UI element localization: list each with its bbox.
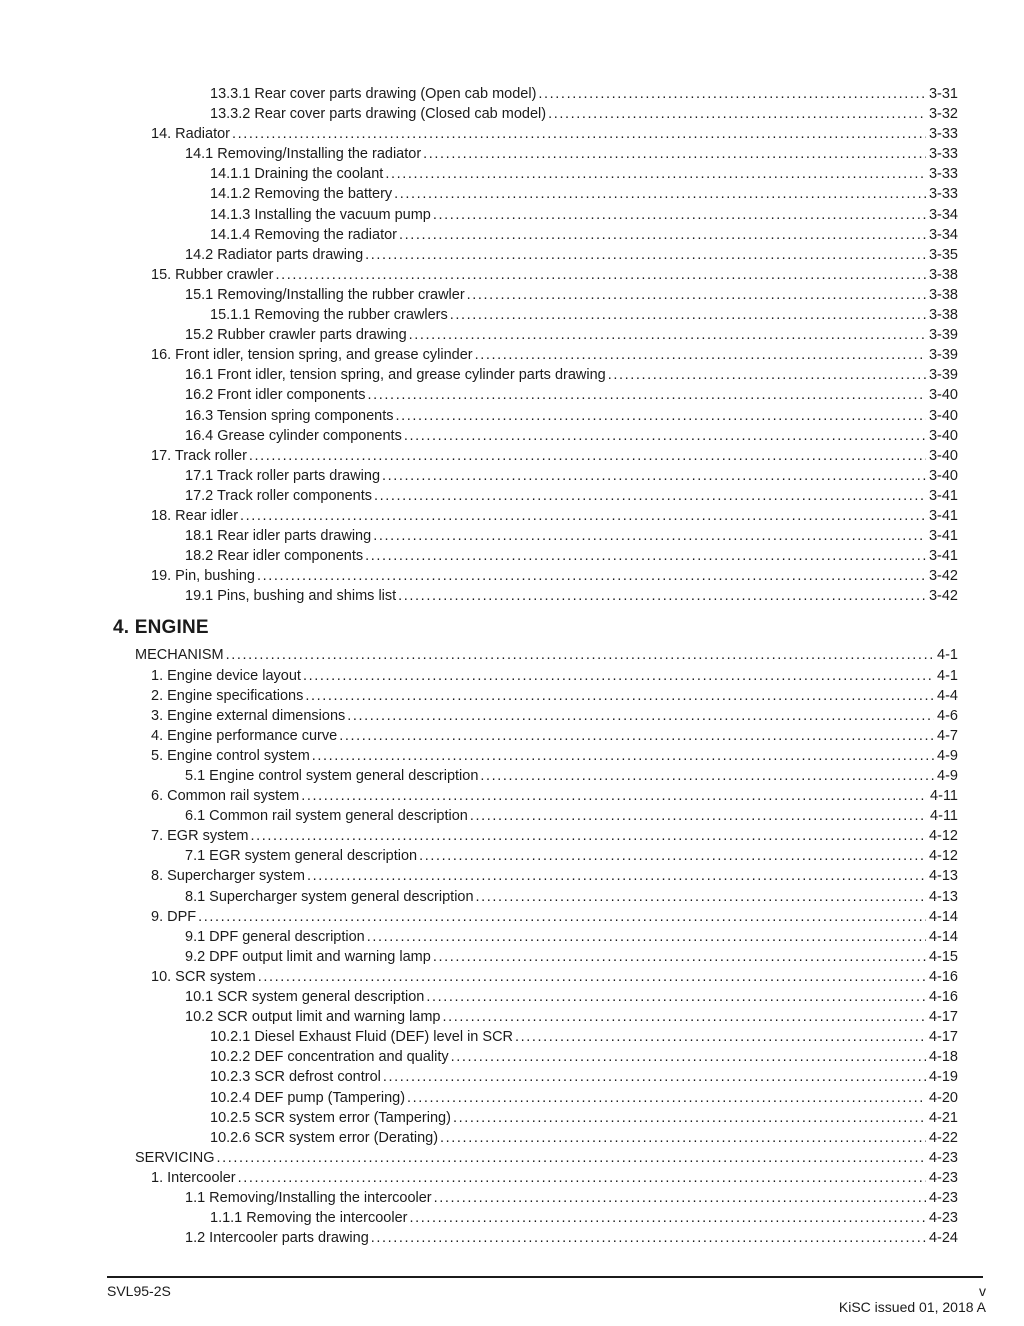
toc-entry <box>107 645 958 665</box>
toc-entry-page: 3-40 <box>928 467 958 484</box>
dot-leader <box>398 586 926 606</box>
toc-entry <box>107 947 958 967</box>
toc-entry-title: 15.1.1 Removing the rubber crawlers <box>210 307 448 324</box>
toc-entry-title: 17.1 Track roller parts drawing <box>185 467 381 484</box>
toc-entry-page: 4-22 <box>928 1129 958 1146</box>
toc-entry <box>107 84 958 104</box>
toc-entry-page: 3-32 <box>928 106 958 123</box>
toc-entry <box>107 1067 958 1087</box>
toc-entry-title: 8.1 Supercharger system general description <box>185 888 474 905</box>
dot-leader <box>433 205 926 225</box>
footer-page-number: v <box>979 1283 986 1299</box>
toc-entry-title: 19.1 Pins, bushing and shims list <box>185 588 397 605</box>
toc-entry-page: 3-41 <box>928 507 958 524</box>
toc-entry-page: 3-41 <box>928 548 958 565</box>
toc-entry-title: 4. Engine performance curve <box>151 727 338 744</box>
toc-entry <box>107 666 958 686</box>
toc-entry <box>107 526 958 546</box>
toc-entry-title: 1. Engine device layout <box>151 667 301 684</box>
toc-entry-page: 3-38 <box>928 266 958 283</box>
dot-leader <box>453 1108 926 1128</box>
footer-model-code: SVL95-2S <box>107 1283 171 1299</box>
toc-entry-title: 6. Common rail system <box>151 788 300 805</box>
toc-entry-page: 3-41 <box>928 487 958 504</box>
dot-leader <box>347 706 934 726</box>
toc-entry-page: 4-13 <box>928 868 958 885</box>
dot-leader <box>365 245 926 265</box>
dot-leader <box>419 846 926 866</box>
toc-entry-title: 13.3.2 Rear cover parts drawing (Closed cab model) <box>210 106 547 123</box>
toc-entry-page: 3-33 <box>928 166 958 183</box>
dot-leader <box>407 1088 926 1108</box>
toc-entry-page: 4-1 <box>937 647 958 664</box>
toc-entry <box>107 486 958 506</box>
toc-entry <box>107 506 958 526</box>
toc-entry-title: 16.3 Tension spring components <box>185 407 394 424</box>
dot-leader <box>396 406 926 426</box>
toc-entry <box>107 706 958 726</box>
toc-entry-title: 10. SCR system <box>151 968 256 985</box>
toc-entry-title: 9. DPF <box>151 908 197 925</box>
dot-leader <box>548 104 926 124</box>
toc-entry-title: 14.1.2 Removing the battery <box>210 186 393 203</box>
dot-leader <box>475 345 926 365</box>
toc-entry <box>107 466 958 486</box>
dot-leader <box>339 726 934 746</box>
toc-entry-title: 18.2 Rear idler components <box>185 548 364 565</box>
toc-entry-title: 2. Engine specifications <box>151 687 304 704</box>
toc-entry <box>107 426 958 446</box>
toc-entry-title: 17. Track roller <box>151 447 247 464</box>
toc-entry <box>107 566 958 586</box>
toc-entry-page: 4-13 <box>928 888 958 905</box>
toc-entry-page: 4-21 <box>928 1109 958 1126</box>
toc-entry-title: 10.2.1 Diesel Exhaust Fluid (DEF) level in SCR <box>210 1029 514 1046</box>
toc-entry-page: 3-35 <box>928 246 958 263</box>
toc-entry <box>107 1088 958 1108</box>
toc-entry-page: 4-23 <box>928 1210 958 1227</box>
toc-entry <box>107 866 958 886</box>
toc-entry-title: 15.2 Rubber crawler parts drawing <box>185 327 407 344</box>
dot-leader <box>305 686 934 706</box>
toc-entry-page: 4-9 <box>937 768 958 784</box>
dot-leader <box>480 766 934 786</box>
toc-entry-title: 16.2 Front idler components <box>185 387 366 404</box>
toc-entry-title: 9.2 DPF output limit and warning lamp <box>185 948 431 965</box>
toc-entry-page: 4-12 <box>928 848 958 865</box>
toc-entry-title: 10.2.2 DEF concentration and quality <box>210 1049 449 1066</box>
toc-entry <box>107 345 958 365</box>
toc-entry-title: MECHANISM <box>135 647 224 664</box>
dot-leader <box>538 84 926 104</box>
dot-leader <box>443 1007 926 1027</box>
dot-leader <box>373 526 926 546</box>
dot-leader <box>240 506 926 526</box>
toc-entry-page: 4-17 <box>928 1009 958 1026</box>
toc-entry <box>107 184 958 204</box>
toc-entry-title: 1.2 Intercooler parts drawing <box>185 1230 369 1247</box>
toc-entry-page: 3-40 <box>928 387 958 404</box>
toc-entry-title: 16. Front idler, tension spring, and grease cylinder <box>151 347 473 364</box>
toc-entry-page: 4-24 <box>928 1230 958 1247</box>
toc-entry-title: 1.1 Removing/Installing the intercooler <box>185 1189 432 1206</box>
toc-entry <box>107 887 958 907</box>
toc-entry <box>107 987 958 1007</box>
toc-entry-title: 5. Engine control system <box>151 747 310 764</box>
toc-entry <box>107 586 958 606</box>
dot-leader <box>433 947 926 967</box>
dot-leader <box>399 225 926 245</box>
toc-entry <box>107 1228 958 1248</box>
toc-entry-page: 3-33 <box>928 186 958 203</box>
toc-entry-title: 8. Supercharger system <box>151 868 305 885</box>
toc-entry-page: 4-16 <box>928 989 958 1006</box>
dot-leader <box>367 927 926 947</box>
toc-entry-page: 4-9 <box>937 747 958 764</box>
toc-entry-page: 4-1 <box>937 667 958 684</box>
footer-divider <box>107 1276 983 1278</box>
dot-leader <box>426 987 926 1007</box>
toc-entry-page: 4-7 <box>937 727 958 744</box>
toc-entry-title: 19. Pin, bushing <box>151 568 255 585</box>
dot-leader <box>276 265 926 285</box>
dot-leader <box>258 967 926 987</box>
chapter-heading: 4. ENGINE <box>113 617 209 639</box>
toc-entry <box>107 225 958 245</box>
dot-leader <box>451 1047 926 1067</box>
toc-entry-page: 3-34 <box>928 226 958 243</box>
toc-entry <box>107 806 958 826</box>
toc-entry-title: 14. Radiator <box>151 126 230 143</box>
toc-entry-title: 1. Intercooler <box>151 1169 236 1186</box>
toc-entry <box>107 164 958 184</box>
toc-entry-title: 14.2 Radiator parts drawing <box>185 246 364 263</box>
dot-leader <box>238 1168 926 1188</box>
dot-leader <box>382 466 926 486</box>
toc-entry <box>107 686 958 706</box>
toc-entry-page: 3-39 <box>928 367 958 384</box>
toc-entry <box>107 305 958 325</box>
toc-entry <box>107 245 958 265</box>
toc-entry <box>107 846 958 866</box>
toc-entry <box>107 1148 958 1168</box>
dot-leader <box>303 666 934 686</box>
dot-leader <box>198 907 926 927</box>
toc-entry-page: 4-19 <box>928 1069 958 1086</box>
toc-entry-page: 3-33 <box>928 126 958 143</box>
toc-entry-page: 3-39 <box>928 347 958 364</box>
toc-entry-page: 3-34 <box>928 206 958 223</box>
toc-entry-title: 6.1 Common rail system general description <box>185 808 468 825</box>
dot-leader <box>307 866 926 886</box>
toc-entry-page: 4-14 <box>928 928 958 945</box>
toc-entry <box>107 1007 958 1027</box>
toc-entry <box>107 907 958 927</box>
toc <box>107 84 958 1248</box>
toc-entry-title: 16.1 Front idler, tension spring, and grease cylinder parts drawing <box>185 367 606 384</box>
toc-entry-title: 16.4 Grease cylinder components <box>185 427 402 444</box>
toc-entry <box>107 385 958 405</box>
dot-leader <box>217 1148 926 1168</box>
dot-leader <box>232 124 926 144</box>
dot-leader <box>249 446 926 466</box>
toc-entry-page: 3-42 <box>928 588 958 605</box>
toc-entry-page: 3-31 <box>928 86 958 102</box>
toc-entry-title: 10.1 SCR system general description <box>185 989 425 1006</box>
toc-entry-page: 3-40 <box>928 407 958 424</box>
toc-entry-page: 3-40 <box>928 447 958 464</box>
dot-leader <box>440 1128 926 1148</box>
dot-leader <box>467 285 926 305</box>
toc-entry-page: 4-11 <box>930 808 958 825</box>
toc-entry-title: 14.1 Removing/Installing the radiator <box>185 146 422 163</box>
footer-right-block <box>839 1283 986 1315</box>
dot-leader <box>608 365 926 385</box>
toc-entry <box>107 1208 958 1228</box>
dot-leader <box>251 826 926 846</box>
toc-entry-page: 4-16 <box>928 968 958 985</box>
dot-leader <box>385 164 926 184</box>
toc-entry-page: 3-42 <box>928 568 958 585</box>
dot-leader <box>374 486 926 506</box>
toc-entry-title: SERVICING <box>135 1149 215 1166</box>
toc-entry-title: 18. Rear idler <box>151 507 239 524</box>
toc-entry <box>107 205 958 225</box>
toc-entry-page: 4-23 <box>928 1149 958 1166</box>
toc-entry-title: 3. Engine external dimensions <box>151 707 346 724</box>
toc-entry-title: 15. Rubber crawler <box>151 266 274 283</box>
toc-entry-page: 4-14 <box>928 908 958 925</box>
toc-entry-page: 4-17 <box>928 1029 958 1046</box>
dot-leader <box>434 1188 926 1208</box>
toc-entry <box>107 746 958 766</box>
toc-entry-title: 18.1 Rear idler parts drawing <box>185 528 372 545</box>
dot-leader <box>450 305 926 325</box>
toc-entry-page: 4-23 <box>928 1169 958 1186</box>
toc-entry <box>107 786 958 806</box>
toc-entry-page: 4-4 <box>937 687 958 704</box>
toc-entry <box>107 967 958 987</box>
toc-entry-title: 7. EGR system <box>151 828 249 845</box>
dot-leader <box>394 184 926 204</box>
toc-entry-title: 13.3.1 Rear cover parts drawing (Open cab model) <box>210 86 537 102</box>
dot-leader <box>404 426 926 446</box>
toc-entry <box>107 1047 958 1067</box>
toc-entry <box>107 1128 958 1148</box>
dot-leader <box>368 385 926 405</box>
dot-leader <box>257 566 926 586</box>
dot-leader <box>371 1228 926 1248</box>
toc-entry-title: 10.2.3 SCR defrost control <box>210 1069 381 1086</box>
toc-entry-page: 4-18 <box>928 1049 958 1066</box>
toc-entry <box>107 826 958 846</box>
toc-entry <box>107 124 958 144</box>
toc-entry-title: 14.1.4 Removing the radiator <box>210 226 397 243</box>
toc-entry-page: 4-15 <box>928 948 958 965</box>
toc-entry-title: 1.1.1 Removing the intercooler <box>210 1210 408 1227</box>
toc-entry-page: 3-40 <box>928 427 958 444</box>
toc-entry-page: 3-38 <box>928 307 958 324</box>
toc-entry <box>107 104 958 124</box>
toc-entry-title: 10.2 SCR output limit and warning lamp <box>185 1009 441 1026</box>
toc-entry <box>107 325 958 345</box>
toc-entry <box>107 766 958 786</box>
dot-leader <box>476 887 926 907</box>
toc-entry-title: 14.1.1 Draining the coolant <box>210 166 384 183</box>
toc-entry-title: 9.1 DPF general description <box>185 928 365 945</box>
toc-entry <box>107 265 958 285</box>
toc-entry-page: 4-6 <box>937 707 958 724</box>
toc-entry <box>107 406 958 426</box>
toc-entry-page: 4-20 <box>928 1089 958 1106</box>
toc-entry-title: 10.2.4 DEF pump (Tampering) <box>210 1089 406 1106</box>
toc-entry <box>107 1027 958 1047</box>
dot-leader <box>409 325 926 345</box>
toc-entry <box>107 726 958 746</box>
toc-entry-title: 5.1 Engine control system general description <box>185 768 479 784</box>
dot-leader <box>470 806 927 826</box>
toc-entry-page: 4-23 <box>928 1189 958 1206</box>
dot-leader <box>226 645 934 665</box>
toc-entry <box>107 1168 958 1188</box>
toc-entry-page: 3-39 <box>928 327 958 344</box>
toc-entry <box>107 446 958 466</box>
toc-entry <box>107 1108 958 1128</box>
toc-entry-title: 10.2.5 SCR system error (Tampering) <box>210 1109 451 1126</box>
toc-entry <box>107 546 958 566</box>
dot-leader <box>409 1208 925 1228</box>
toc-entry-page: 4-12 <box>928 828 958 845</box>
toc-entry-title: 14.1.3 Installing the vacuum pump <box>210 206 431 223</box>
dot-leader <box>423 144 926 164</box>
toc-entry <box>107 365 958 385</box>
footer-issued-text: KiSC issued 01, 2018 A <box>838 1299 986 1315</box>
toc-entry-page: 3-41 <box>928 528 958 545</box>
dot-leader <box>301 786 927 806</box>
toc-entry <box>107 1188 958 1208</box>
toc-entry-title: 10.2.6 SCR system error (Derating) <box>210 1129 439 1146</box>
dot-leader <box>515 1027 926 1047</box>
toc-entry <box>107 927 958 947</box>
toc-entry-page: 4-11 <box>930 788 958 805</box>
dot-leader <box>312 746 934 766</box>
toc-entry-title: 15.1 Removing/Installing the rubber crawler <box>185 286 465 303</box>
toc-entry-page: 3-38 <box>928 286 958 303</box>
toc-entry-page: 3-33 <box>928 146 958 163</box>
dot-leader <box>383 1067 926 1087</box>
dot-leader <box>365 546 926 566</box>
toc-entry-title: 17.2 Track roller components <box>185 487 372 504</box>
toc-entry <box>107 285 958 305</box>
toc-entry-title: 7.1 EGR system general description <box>185 848 418 865</box>
toc-entry <box>107 144 958 164</box>
